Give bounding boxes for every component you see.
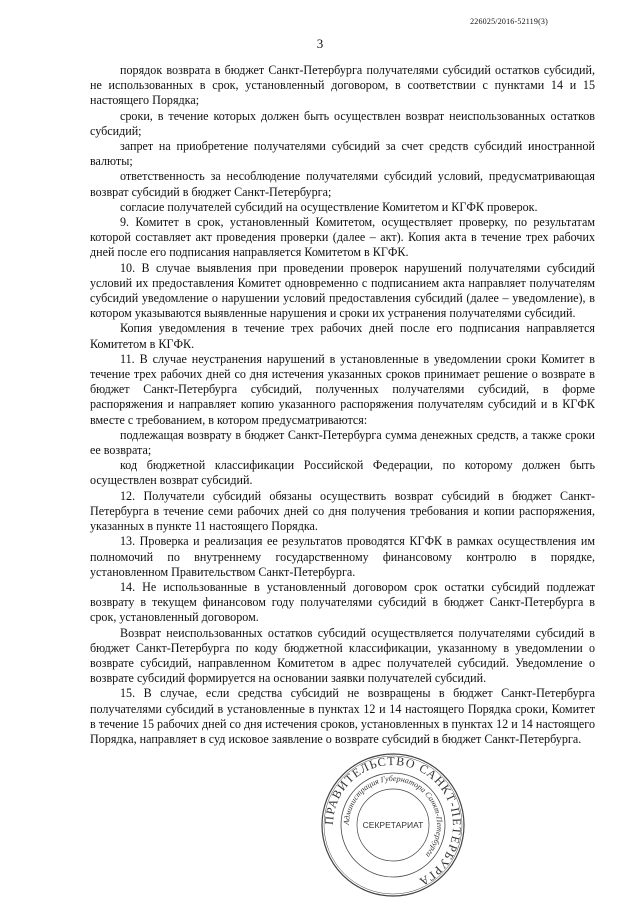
paragraph: 14. Не использованные в установленный договором срок остатки субсидий подлежат возврату в текущем финансовом году получателями субсидий в бюджет Санкт-Петербурга в срок, установленный договором. [90,579,595,625]
paragraph: ответственность за несоблюдение получателями субсидий условий, предусматривающая возврат субсидий в бюджет Санкт-Петербурга; [90,169,595,199]
page-number: 3 [316,36,324,51]
paragraph: код бюджетной классификации Российской Федерации, по которому должен быть осуществлен возврат субсидий. [90,458,595,488]
paragraph: 9. Комитет в срок, установленный Комитетом, осуществляет проверку, по результатам которой составляет акт проведения проверки (далее – акт). Копия акта в течение трех рабочих дней после его подписания направляется Комитетом в КГФК. [90,215,595,260]
paragraph: согласие получателей субсидий на осуществление Комитетом и КГФК проверок. [120,199,538,214]
paragraph: 13. Проверка и реализация ее результатов проводятся КГФК в рамках осуществления им полномочий по внутреннему государственному финансовому контролю в порядке, установленном Правительством Санкт-Петербурга. [90,534,595,579]
stamp-outer-text: ПРАВИТЕЛЬСТВО САНКТ-ПЕТЕРБУРГА [321,753,465,890]
paragraph: 12. Получатели субсидий обязаны осуществить возврат субсидий в бюджет Санкт-Петербурга в течение семи рабочих дней со дня получения требования и копии распоряжения, указанных в пункте 11 настоящего Порядка. [90,488,595,534]
paragraph: Копия уведомления в течение трех рабочих дней после его подписания направляется Комитетом в КГФК. [90,321,595,351]
document-id: 226025/2016-52119(3) [470,17,548,26]
paragraph: 15. В случае, если средства субсидий не возвращены в бюджет Санкт-Петербурга получателями субсидий в установленные в пунктах 12 и 14 настоящего Порядка сроки, Комитет в течение 15 рабочих дней со дня истечения сроков, установленных в пунктах 12 и 14 настоящего Порядка, направляет в суд исковое заявление о возврате субсидий в бюджет Санкт-Петербурга. [90,686,595,746]
stamp-center-text: СЕКРЕТАРИАТ [362,820,424,830]
secretariat-stamp [318,750,468,900]
stamp-inner-text: Администрация Губернатора Санкт-Петербурга [341,773,445,860]
paragraph: запрет на приобретение получателями субсидий за счет средств субсидий иностранной валюты; [90,139,595,169]
paragraph: 10. В случае выявления при проведении проверок нарушений получателями субсидий условий их предоставления Комитет одновременно с подписанием акта направляет получателям субсидий уведомление о нарушении условий предоставления субсидий (далее – уведомление), в котором указываются выявленные нарушения и сроки их устранения получателями субсидий. [90,260,595,321]
paragraph: подлежащая возврату в бюджет Санкт-Петербурга сумма денежных средств, а также сроки ее возврата; [90,427,595,458]
paragraph: 11. В случае неустранения нарушений в установленные в уведомлении сроки Комитет в течение трех рабочих дней со дня истечения указанных сроков принимает решение о возврате в бюджет Санкт-Петербурга субсидий, полученных получателями субсидий, в форме распоряжения и направляет копию указанного распоряжения получателям субсидий и в КГФК вместе с требованием, в котором предусматриваются: [90,351,595,427]
document-body [90,63,595,747]
paragraph: сроки, в течение которых должен быть осуществлен возврат неиспользованных остатков субсидий; [90,108,595,138]
paragraph: порядок возврата в бюджет Санкт-Петербурга получателями субсидий остатков субсидий, не использованных в срок, установленный договором, в соответствии с пунктами 14 и 15 настоящего Порядка; [90,63,595,108]
paragraph: Возврат неиспользованных остатков субсидий осуществляется получателями субсидий в бюджет Санкт-Петербурга по коду бюджетной классификации, указанному в уведомлении о возврате субсидий, направленном Комитетом в адрес получателей субсидий. Уведомление о возврате субсидий формируется на основании заявки получателей субсидий. [90,625,595,686]
